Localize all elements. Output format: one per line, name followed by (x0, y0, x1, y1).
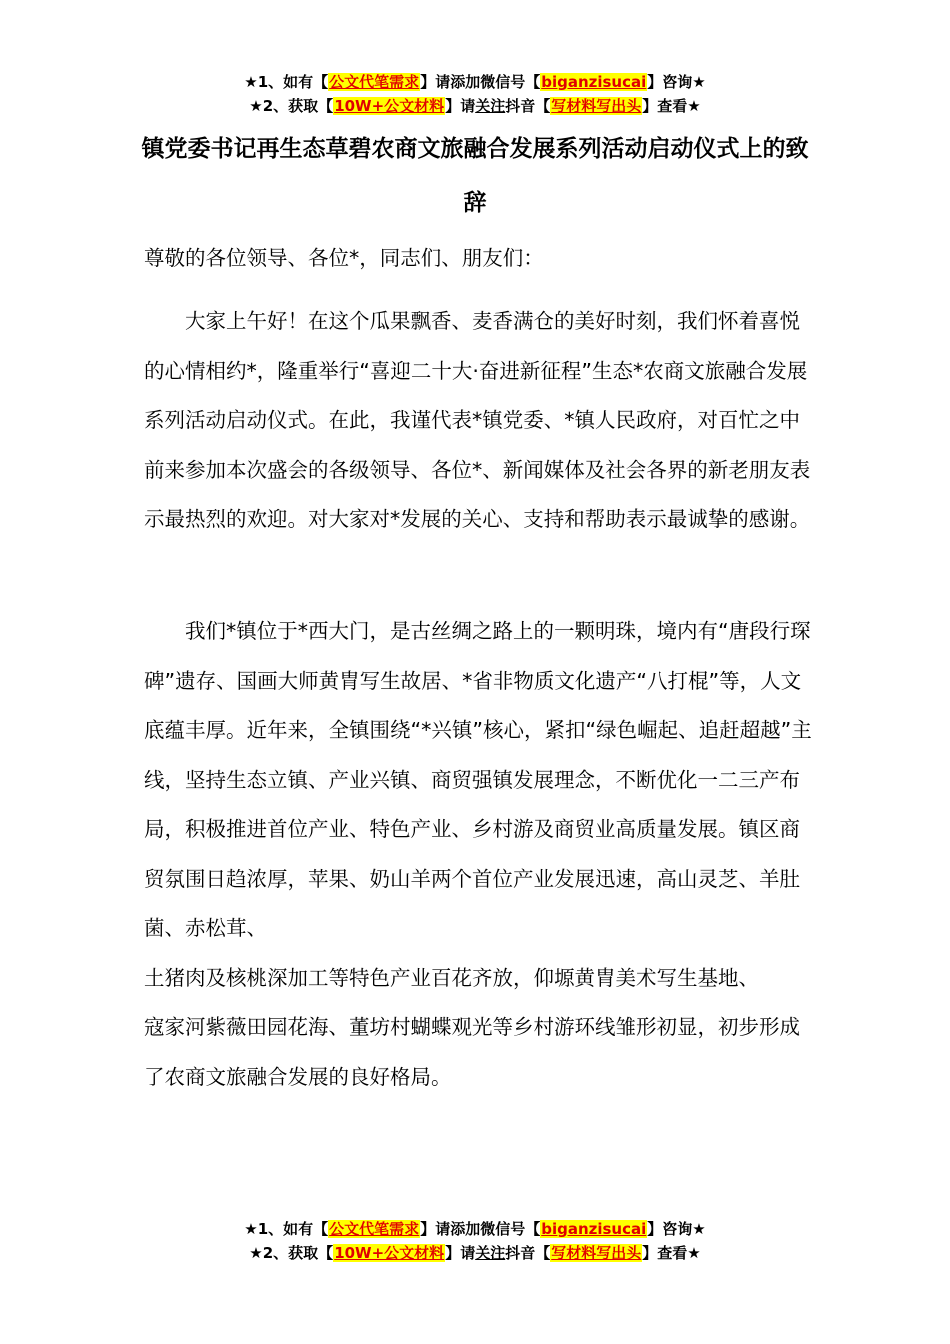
highlight-ghostwriting: 公文代笔需求 (329, 73, 420, 91)
highlight-wechat-id: biganzisucai (541, 1220, 647, 1238)
promo-line-2: ★2、获取【10W+公文材料】请关注抖音【写材料写出头】查看★ (249, 97, 701, 115)
promo-line-1: ★1、如有【公文代笔需求】请添加微信号【biganzisucai】咨询★ (244, 73, 706, 91)
paragraph-2-main: 我们*镇位于*西大门，是古丝绸之路上的一颗明珠，境内有“唐段行琛碑”遗存、国画大师黄胄写生故居、*省非物质文化遗产“八打棍”等，人文底蕴丰厚。近年来，全镇围绕“*兴镇”核心，紧扣“绿色崛起、追赶超越”主线，坚持生态立镇、产业兴镇、商贸强镇发展理念，不断优化一二三产布局，积极推进首位产业、特色产业、乡村游及商贸业高质量发展。镇区商贸氛围日趋浓厚，苹果、奶山羊两个首位产业发展迅速，高山灵芝、羊肚菌、赤松茸、 (144, 619, 812, 940)
paragraph-2-end: 寇家河紫薇田园花海、董坊村蝴蝶观光等乡村游环线雏形初显，初步形成了农商文旅融合发展的良好格局。 (144, 1015, 800, 1089)
highlight-douyin: 写材料写出头 (551, 1244, 642, 1262)
promo-banner-bottom (0, 1217, 950, 1265)
paragraph-1: 大家上午好！在这个瓜果飘香、麦香满仓的美好时刻，我们怀着喜悦的心情相约*，隆重举行“喜迎二十大·奋进新征程”生态*农商文旅融合发展系列活动启动仪式。在此，我谨代表*镇党委、*镇人民政府，对百忙之中前来参加本次盛会的各级领导、各位*、新闻媒体及社会各界的新老朋友表示最热烈的欢迎。对大家对*发展的关心、支持和帮助表示最诚挚的感谢。 (144, 309, 811, 531)
salutation: 尊敬的各位领导、各位*，同志们、朋友们： (144, 246, 544, 270)
promo-banner-top (0, 70, 950, 118)
highlight-materials: 10W+公文材料 (334, 1244, 445, 1262)
document-title: 镇党委书记再生态草碧农商文旅融合发展系列活动启动仪式上的致辞 (141, 136, 809, 216)
highlight-wechat-id: biganzisucai (541, 73, 647, 91)
promo-line-1: ★1、如有【公文代笔需求】请添加微信号【biganzisucai】咨询★ (244, 1220, 706, 1238)
highlight-douyin: 写材料写出头 (551, 97, 642, 115)
highlight-materials: 10W+公文材料 (334, 97, 445, 115)
promo-line-2: ★2、获取【10W+公文材料】请关注抖音【写材料写出头】查看★ (249, 1244, 701, 1262)
paragraph-2 (144, 607, 812, 1102)
highlight-ghostwriting: 公文代笔需求 (329, 1220, 420, 1238)
paragraph-2-line: 土猪肉及核桃深加工等特色产业百花齐放，仰塬黄胄美术写生基地、 (144, 965, 759, 990)
